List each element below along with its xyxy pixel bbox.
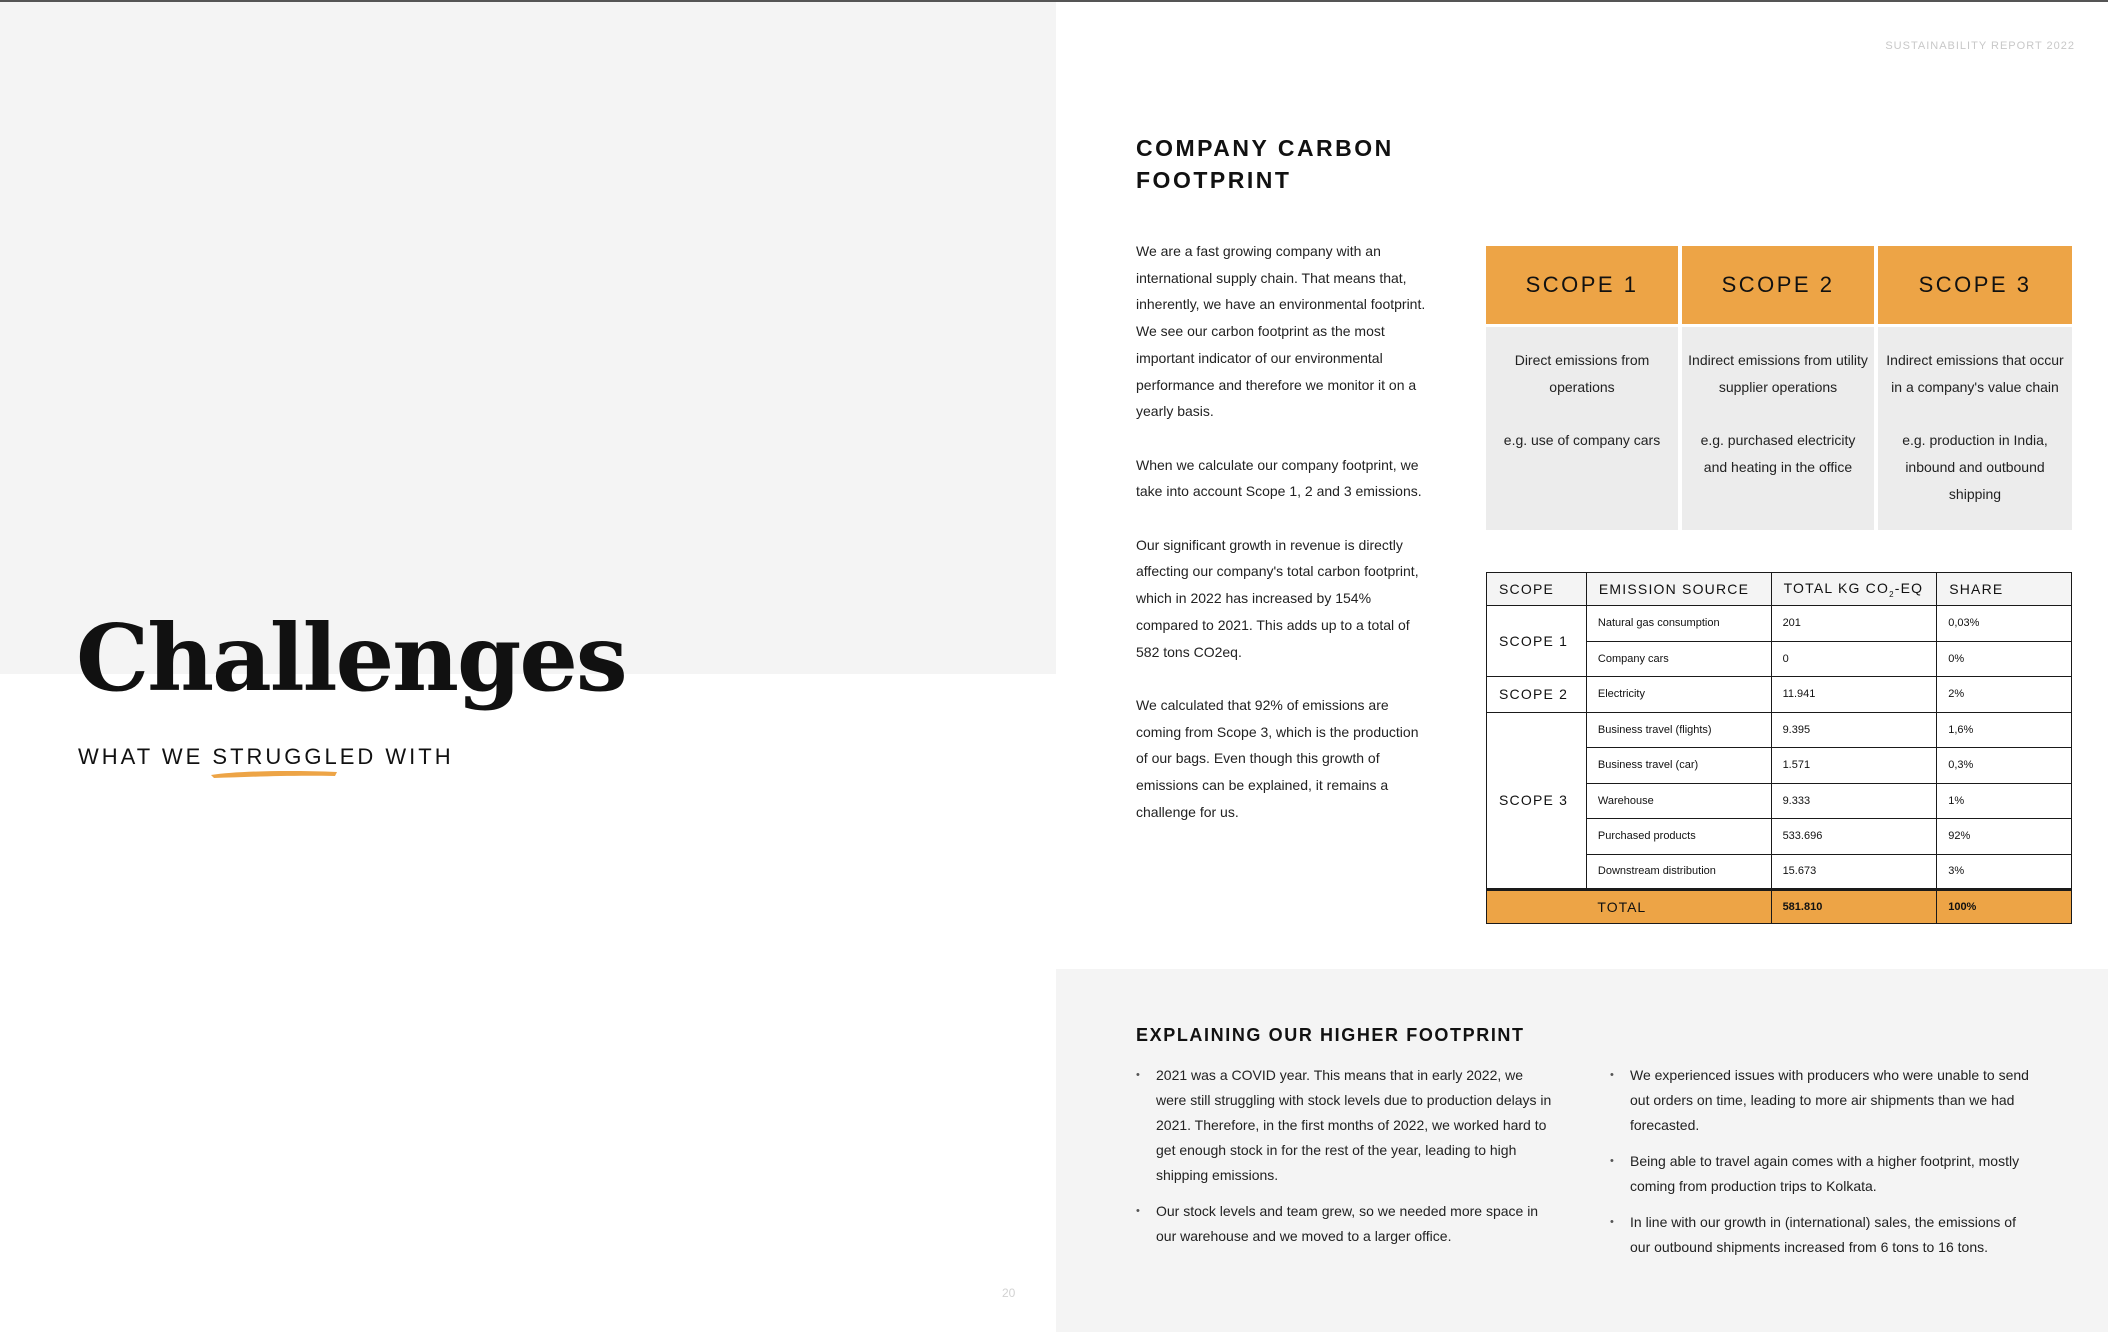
intro-paragraph: We are a fast growing company with an international supply chain. That means that, inherently, we have an environmental footprint. We see our carbon footprint as the most important indicator of our environmental performance and therefore we monitor it on a yearly basis. [1136, 243, 1426, 420]
brush-underline-icon [208, 768, 340, 780]
scope-card-body [1486, 327, 1678, 530]
emission-share: 1% [1937, 783, 2072, 819]
scope-card-2 [1682, 246, 1874, 530]
table-header-row [1487, 573, 2072, 606]
explaining-list-left [1136, 1063, 1556, 1260]
scope-example: e.g. production in India, inbound and outbound shipping [1902, 432, 2048, 502]
total-label: TOTAL [1586, 890, 1771, 924]
section-heading: COMPANY CARBON FOOTPRINT [1136, 135, 1394, 193]
emission-share: 0% [1937, 641, 2072, 677]
emission-share: 2% [1937, 677, 2072, 713]
intro-text [1136, 238, 1431, 852]
total-share: 100% [1937, 890, 2072, 924]
column-header-scope: SCOPE [1487, 573, 1587, 606]
emission-source: Downstream distribution [1586, 854, 1771, 890]
emission-share: 92% [1937, 819, 2072, 855]
scope-card-body [1682, 327, 1874, 530]
scope-example: e.g. purchased electricity and heating in the office [1700, 432, 1856, 475]
table-row [1487, 712, 2072, 748]
total-spacer [1487, 890, 1587, 924]
scope-cards [1486, 246, 2072, 530]
column-header-share: SHARE [1937, 573, 2072, 606]
intro-paragraph: When we calculate our company footprint, we take into account Scope 1, 2 and 3 emissions. [1136, 456, 1422, 500]
intro-paragraph: We calculated that 92% of emissions are coming from Scope 3, which is the production of our bags. Even though this growth of emissions can be explained, it remains a challenge for us. [1136, 696, 1419, 820]
scope-group-label: SCOPE 1 [1487, 606, 1587, 677]
emission-total: 0 [1771, 641, 1937, 677]
page-title: Challenges [76, 604, 626, 712]
emission-source: Warehouse [1586, 783, 1771, 819]
emission-total: 1.571 [1771, 748, 1937, 784]
emission-total: 11.941 [1771, 677, 1937, 713]
emission-total: 533.696 [1771, 819, 1937, 855]
scope-group-label: SCOPE 2 [1487, 677, 1587, 713]
emission-total: 9.395 [1771, 712, 1937, 748]
page-subtitle: WHAT WE STRUGGLED WITH [78, 744, 454, 769]
emission-source: Company cars [1586, 641, 1771, 677]
running-head: SUSTAINABILITY REPORT 2022 [1885, 40, 2075, 52]
list-item: • We experienced issues with producers who were unable to send out orders on time, leading to more air shipments than we had forecasted. [1610, 1063, 2040, 1138]
emission-share: 1,6% [1937, 712, 2072, 748]
table-row [1487, 606, 2072, 642]
emission-total: 15.673 [1771, 854, 1937, 890]
emission-source: Business travel (flights) [1586, 712, 1771, 748]
scope-card-title: SCOPE 2 [1682, 246, 1874, 324]
column-header-total: TOTAL KG $CO_2-EQ$ [1771, 573, 1937, 606]
emission-total: 9.333 [1771, 783, 1937, 819]
list-item: • 2021 was a COVID year. This means that in early 2022, we were still struggling with stock levels due to production delays in 2021. Therefore, in the first months of 2022, we worked hard to get enough stock in for the rest of the year, leading to high shipping emissions. [1136, 1063, 1556, 1188]
left-gray-panel [0, 2, 1056, 674]
scope-description: Indirect emissions from utility supplier operations [1688, 352, 1868, 395]
total-row [1487, 890, 2072, 924]
emissions-table [1486, 572, 2072, 924]
page-number: 20 [1002, 1286, 1016, 1300]
scope-card-3 [1878, 246, 2072, 530]
column-header-source: EMISSION SOURCE [1586, 573, 1771, 606]
explaining-heading: EXPLAINING OUR HIGHER FOOTPRINT [1136, 1025, 1525, 1045]
emission-source: Business travel (car) [1586, 748, 1771, 784]
scope-description: Direct emissions from operations [1514, 352, 1650, 395]
emission-share: 0,3% [1937, 748, 2072, 784]
emission-source: Purchased products [1586, 819, 1771, 855]
scope-card-title: SCOPE 3 [1878, 246, 2072, 324]
intro-paragraph: Our significant growth in revenue is directly affecting our company's total carbon footprint, which in 2022 has increased by 154% compared to 2021. This adds up to a total of 582 tons CO2eq. [1136, 536, 1419, 660]
scope-group-label: SCOPE 3 [1487, 712, 1587, 890]
scope-card-1 [1486, 246, 1678, 530]
scope-card-body [1878, 327, 2072, 530]
table-row [1487, 677, 2072, 713]
scope-card-title: SCOPE 1 [1486, 246, 1678, 324]
list-item: • Our stock levels and team grew, so we needed more space in our warehouse and we moved to a larger office. [1136, 1199, 1556, 1249]
scope-description: Indirect emissions that occur in a company's value chain [1886, 352, 2064, 395]
scope-example: e.g. use of company cars [1503, 432, 1661, 449]
emission-share: 0,03% [1937, 606, 2072, 642]
explaining-list-right [1610, 1063, 2040, 1271]
list-item: • Being able to travel again comes with a higher footprint, mostly coming from production trips to Kolkata. [1610, 1149, 2040, 1199]
list-item: • In line with our growth in (international) sales, the emissions of our outbound shipments increased from 6 tons to 16 tons. [1610, 1210, 2040, 1260]
total-value: 581.810 [1771, 890, 1937, 924]
emission-share: 3% [1937, 854, 2072, 890]
emission-source: Natural gas consumption [1586, 606, 1771, 642]
emission-source: Electricity [1586, 677, 1771, 713]
emission-total: 201 [1771, 606, 1937, 642]
